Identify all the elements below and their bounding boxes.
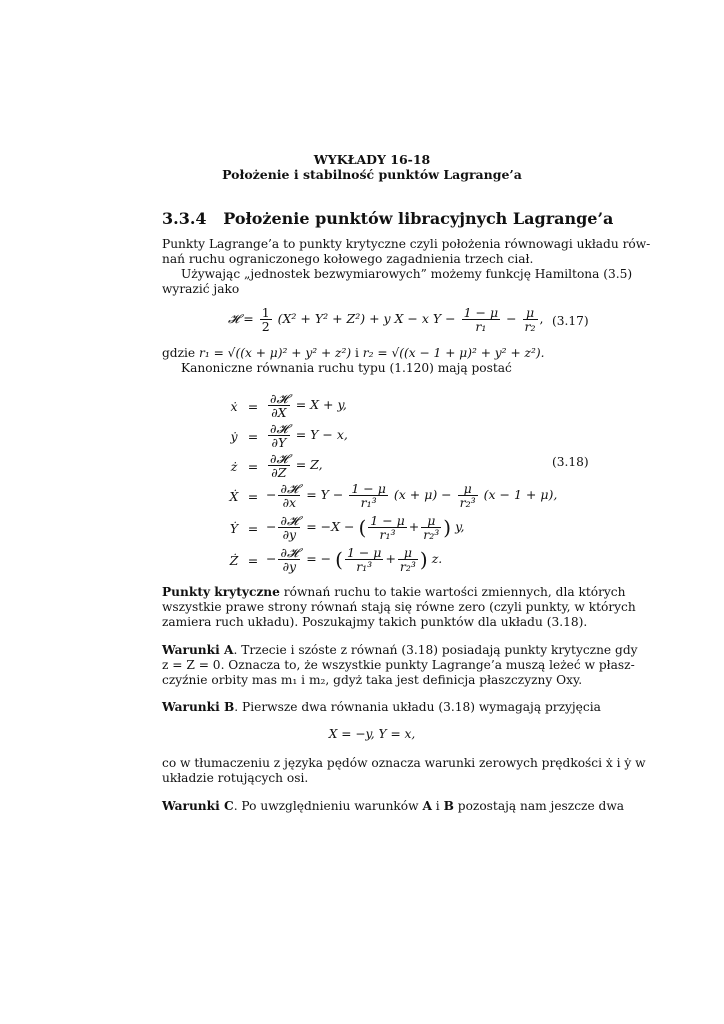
- paragraph-line: zamiera ruch układu). Poszukajmy takich punktów dla układu (3.18).: [162, 615, 588, 629]
- fraction: [368, 514, 407, 541]
- frac-den: r₁³: [360, 495, 377, 510]
- paragraph-line: [162, 799, 625, 814]
- frac-den: ∂X: [271, 405, 287, 420]
- fraction: [421, 514, 441, 541]
- row-equals: =: [247, 399, 259, 414]
- row-rhs-expr: = X + y,: [295, 397, 347, 412]
- bold-term: Warunki B: [162, 700, 235, 714]
- frac-den: r₂³: [459, 495, 476, 510]
- eq-part: y,: [455, 519, 465, 534]
- fraction-derivative: [268, 422, 290, 449]
- paragraph-line: Kanoniczne równania ruchu typu (1.120) mają postać: [181, 361, 512, 375]
- eq-mid: (X² + Y² + Z²) + y X − x Y −: [277, 311, 456, 326]
- fraction-half: [260, 306, 272, 333]
- frac-num: ∂𝓗: [280, 481, 299, 496]
- paragraph-line: Punkty Lagrange’a to punkty krytyczne czyli położenia równowagi układu rów-: [162, 237, 651, 251]
- row-rhs-expr: = Y − x,: [295, 427, 348, 442]
- row-lhs: ẏ: [230, 429, 238, 444]
- paragraph-line: wszystkie prawe strony równań stają się równe zero (czyli punkty, w których: [162, 600, 636, 614]
- row-equals: =: [247, 521, 259, 536]
- frac-den: ∂Z: [271, 465, 287, 480]
- eq-comma: ,: [539, 311, 544, 326]
- paragraph-line: [162, 643, 638, 658]
- frac-den: 2: [261, 319, 270, 334]
- lecture-subtitle: Położenie i stabilność punktów Lagrange’a: [222, 167, 522, 182]
- frac-den: ∂y: [282, 527, 297, 542]
- frac-num: 1 − μ: [463, 305, 499, 320]
- frac-num: ∂𝓗: [280, 513, 299, 528]
- row-rhs-expr: = Z,: [295, 457, 323, 472]
- section-title: Położenie punktów libracyjnych Lagrange’a: [223, 209, 614, 228]
- text: . Po uwzględnieniu warunków: [233, 799, 423, 813]
- frac-den: r₁³: [356, 559, 373, 574]
- fraction-derivative: [278, 546, 300, 573]
- row-lhs: Ż: [229, 553, 239, 568]
- frac-den: ∂Y: [271, 435, 287, 450]
- frac-num: 1: [261, 305, 270, 320]
- text-i: i: [355, 346, 359, 360]
- frac-num: μ: [398, 546, 418, 560]
- bold-term: Warunki A: [162, 643, 234, 657]
- row-equals: =: [247, 429, 259, 444]
- frac-num: 1 − μ: [351, 481, 386, 496]
- paren-close: ): [443, 515, 452, 540]
- text-gdzie: gdzie: [162, 346, 196, 360]
- row-rhs: [266, 452, 323, 479]
- eq-part: (x − 1 + μ),: [483, 487, 558, 502]
- frac-num: 1 − μ: [370, 513, 405, 528]
- row-rhs: [266, 514, 464, 541]
- row-sign: −: [266, 551, 277, 566]
- fraction: [458, 482, 478, 509]
- frac-den: r₂: [524, 319, 536, 334]
- row-rhs: [266, 392, 347, 419]
- frac-num: μ: [523, 306, 538, 320]
- paragraph-line: [162, 585, 626, 600]
- paragraph-line: wyrazić jako: [162, 282, 240, 296]
- section-number: 3.3.4: [162, 209, 207, 228]
- row-lhs: ẋ: [230, 399, 238, 414]
- row-sign: −: [266, 487, 277, 502]
- paragraph-line: układzie rotujących osi.: [162, 771, 309, 785]
- fraction-derivative: [268, 392, 290, 419]
- text: i: [431, 799, 444, 813]
- section-heading: [162, 209, 614, 228]
- eq-minus: −: [506, 311, 517, 326]
- fraction-derivative: [278, 514, 300, 541]
- eq-part: z.: [431, 551, 443, 566]
- row-sign: −: [266, 519, 277, 534]
- row-equals: =: [247, 459, 259, 474]
- fraction-derivative: [268, 452, 290, 479]
- fraction-2: [523, 306, 538, 333]
- frac-den: r₁: [475, 319, 487, 334]
- bold-term: Punkty krytyczne: [162, 585, 280, 599]
- paren-open: (: [335, 547, 343, 572]
- eq-part: (x + μ) −: [393, 487, 452, 502]
- row-equals: =: [247, 553, 259, 568]
- row-rhs-expr: = Y −: [306, 487, 344, 502]
- r2-definition: r₂ = √((x − 1 + μ)² + y² + z²).: [362, 346, 545, 360]
- fraction: [349, 482, 388, 509]
- row-rhs: [266, 482, 557, 509]
- paragraph-line: Używając „jednostek bezwymiarowych” możemy funkcję Hamiltona (3.5): [181, 267, 633, 281]
- paren-close: ): [419, 547, 428, 572]
- frac-num: ∂𝓗: [270, 421, 288, 436]
- paren-open: (: [358, 515, 367, 540]
- fraction-1: [462, 306, 501, 333]
- paragraph-line: czyźnie orbity mas m₁ i m₂, gdyż taka jest definicja płaszczyzny Oxy.: [162, 673, 583, 687]
- row-rhs: [266, 422, 348, 449]
- equation-number: (3.17): [552, 314, 589, 328]
- text: . Pierwsze dwa równania układu (3.18) wymagają przyjęcia: [234, 700, 601, 714]
- frac-num: ∂𝓗: [270, 391, 288, 406]
- bold-term: B: [443, 799, 454, 813]
- frac-den: r₂³: [423, 527, 440, 542]
- fraction: [398, 546, 418, 573]
- fraction: [345, 546, 384, 573]
- text: pozostają nam jeszcze dwa: [453, 799, 625, 813]
- frac-den: ∂y: [282, 559, 297, 574]
- paragraph-line: [162, 700, 601, 715]
- bold-term: Warunki C: [162, 799, 234, 813]
- r1-definition: r₁ = √((x + μ)² + y² + z²): [199, 346, 352, 360]
- equation-conditions: X = −y, Y = x,: [328, 727, 416, 741]
- row-rhs-expr: = −: [306, 551, 332, 566]
- frac-den: r₁³: [379, 527, 396, 542]
- bold-term: A: [422, 799, 432, 813]
- frac-den: ∂x: [282, 495, 297, 510]
- row-rhs-expr: = −X −: [306, 519, 355, 534]
- paragraph-line: z = Z = 0. Oznacza to, że wszystkie punkty Lagrange’a muszą leżeć w płasz-: [162, 658, 635, 672]
- frac-num: μ: [458, 482, 478, 496]
- row-lhs: Ẏ: [229, 521, 239, 536]
- fraction-derivative: [278, 482, 300, 509]
- frac-num: ∂𝓗: [280, 545, 299, 560]
- lecture-title: WYKŁADY 16-18: [313, 152, 431, 167]
- frac-den: r₂³: [399, 559, 416, 574]
- frac-num: ∂𝓗: [270, 451, 288, 466]
- paragraph-line: [162, 346, 582, 361]
- eq-plus: +: [408, 519, 420, 534]
- text: równań ruchu to takie wartości zmiennych, dla których: [283, 585, 626, 599]
- equation-hamiltonian: [228, 306, 544, 333]
- frac-num: 1 − μ: [346, 545, 382, 560]
- row-rhs: [266, 546, 442, 573]
- eq-plus: +: [385, 551, 396, 566]
- frac-num: μ: [421, 514, 441, 528]
- row-lhs: Ẋ: [229, 489, 239, 504]
- text: . Trzecie i szóste z równań (3.18) posiadają punkty krytyczne gdy: [233, 643, 638, 657]
- paragraph-line: nań ruchu ograniczonego kołowego zagadnienia trzech ciał.: [162, 252, 534, 266]
- equation-number: (3.18): [552, 455, 589, 469]
- eq-lhs: 𝓗 =: [228, 311, 258, 326]
- row-equals: =: [247, 489, 259, 504]
- paragraph-line: co w tłumaczeniu z języka pędów oznacza warunki zerowych prędkości ẋ i ẏ w: [162, 756, 646, 770]
- row-lhs: ż: [230, 459, 238, 474]
